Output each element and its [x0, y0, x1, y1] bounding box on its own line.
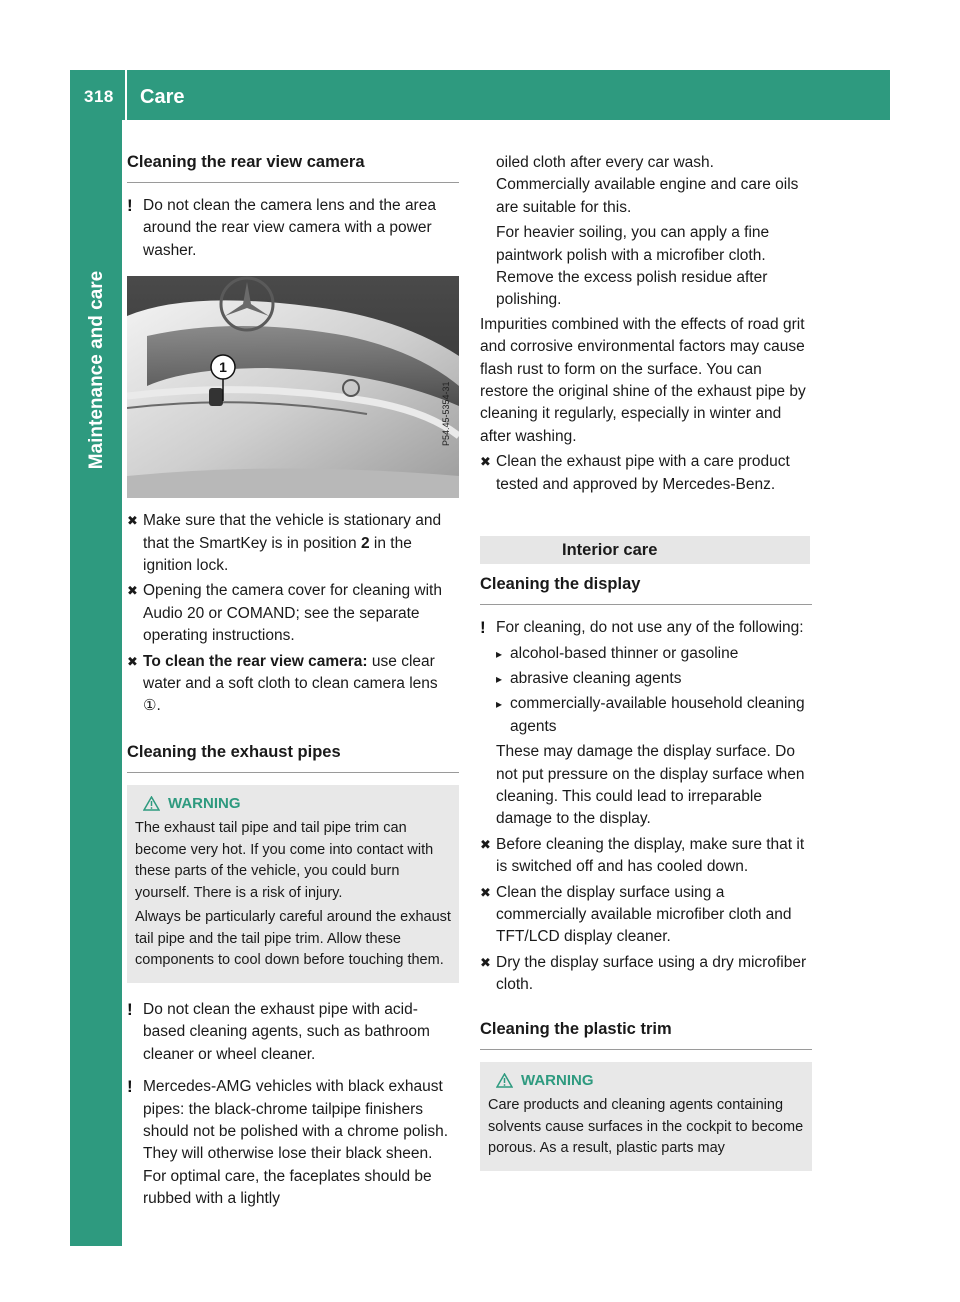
page-number: 318 [84, 87, 114, 106]
section-band-interior: Interior care [480, 536, 810, 564]
warning-title: WARNING [168, 794, 241, 812]
side-label-text: Maintenance and care [85, 270, 107, 470]
warning-text-2: Always be particularly careful around the exhaust tail pipe and the tail pipe trim. Allow these components to cool down before touching them. [135, 909, 451, 969]
side-tab-marker [70, 1190, 122, 1246]
notice-icon: ! [480, 618, 486, 638]
note-camera-text: Do not clean the camera lens and the area around the rear view camera with a power washer. [143, 197, 436, 259]
continued-text-1: oiled cloth after every car wash. Commercially available engine and care oils are suitable for this. [496, 154, 799, 216]
right-column [480, 150, 812, 1171]
step-camera-cover: ✖ Opening the camera cover for cleaning with Audio 20 or COMAND; see the separate operating instructions. [127, 582, 442, 645]
note-display: ! For cleaning, do not use any of the following: [480, 617, 812, 639]
warning-title: WARNING [521, 1071, 594, 1089]
warning-triangle-icon [143, 796, 160, 811]
warning-triangle-icon [496, 1073, 513, 1088]
bullet-icon: ▸ [496, 646, 503, 661]
car-rear-illustration [127, 276, 459, 498]
step-arrow-icon: ✖ [480, 836, 491, 852]
callout-1-icon: ① [143, 697, 157, 715]
list-item: ▸ alcohol-based thinner or gasoline [480, 643, 812, 665]
notice-icon: ! [127, 1077, 133, 1097]
bullet-icon: ▸ [496, 671, 503, 686]
step-arrow-icon: ✖ [480, 954, 491, 970]
step-arrow-icon: ✖ [127, 653, 138, 669]
step-exhaust-clean: ✖ Clean the exhaust pipe with a care product tested and approved by Mercedes-Benz. [480, 453, 790, 493]
step-arrow-icon: ✖ [127, 513, 138, 529]
warning-text-1: The exhaust tail pipe and tail pipe trim can become very hot. If you come into contact with these parts of the vehicle, you could burn yourself. There is a risk of injury. [135, 820, 434, 901]
header-bar [70, 70, 890, 120]
section-heading-camera: Cleaning the rear view camera [127, 150, 459, 183]
step-display-dry: ✖ Dry the display surface using a dry microfiber cloth. [480, 953, 807, 994]
left-column [127, 150, 459, 1221]
step-clean-camera: ✖ To clean the rear view camera: use clear water and a soft cloth to clean camera lens ①. [127, 652, 438, 715]
list-item: ▸ abrasive cleaning agents [480, 668, 812, 690]
section-heading-display: Cleaning the display [480, 572, 812, 605]
step-arrow-icon: ✖ [480, 884, 491, 900]
paragraph-flash-rust: Impurities combined with the effects of road grit and corrosive environmental factors may cause flash rust to form on the surface. You can restore the original shine of the exhaust pipe by cleaning it regularly, especially in winter and after washing. [480, 315, 806, 445]
continued-text-2: For heavier soiling, you can apply a fine paintwork polish with a microfiber cloth. Remove the excess polish residue after polishing. [496, 224, 770, 309]
note-camera [127, 195, 459, 262]
step-display-off: ✖ Before cleaning the display, make sure that it is switched off and has cooled down. [480, 835, 805, 876]
warning-box-plastic [480, 1062, 812, 1171]
photo-code: P54.45-5354-31 [441, 381, 451, 447]
display-note-tail: These may damage the display surface. Do not put pressure on the display surface when cleaning. This could lead to irreparable damage to the display. [496, 743, 805, 828]
note-acid: ! Do not clean the exhaust pipe with acid-based cleaning agents, such as bathroom cleaner or wheel cleaner. [127, 999, 430, 1063]
note-amg: ! Mercedes-AMG vehicles with black exhaust pipes: the black-chrome tailpipe finishers should not be polished with a chrome polish. They will otherwise lose their black sheen. For optimal care, the faceplates should be rubbed with a lightly [127, 1077, 449, 1208]
step-arrow-icon: ✖ [480, 454, 491, 470]
bullet-icon: ▸ [496, 697, 503, 712]
warning-box-exhaust [127, 785, 459, 983]
camera-photo [127, 276, 459, 498]
warning-text-plastic: Care products and cleaning agents containing solvents cause surfaces in the cockpit to become porous. As a result, plastic parts may [488, 1097, 804, 1157]
step-stationary: ✖ Make sure that the vehicle is stationary and that the SmartKey is in position 2 in the ignition lock. [127, 512, 442, 575]
step-arrow-icon: ✖ [127, 583, 138, 599]
notice-icon: ! [127, 999, 133, 1019]
section-heading-plastic: Cleaning the plastic trim [480, 1017, 812, 1050]
header-divider [125, 70, 127, 120]
photo-callout: 1 [219, 359, 227, 376]
notice-icon: ! [127, 196, 133, 215]
section-heading-exhaust: Cleaning the exhaust pipes [127, 740, 459, 773]
list-item: ▸ commercially-available household cleaning agents [496, 695, 805, 735]
step-display-clean: ✖ Clean the display surface using a commercially available microfiber cloth and TFT/LCD display cleaner. [480, 883, 792, 946]
chapter-title: Care [140, 86, 185, 108]
